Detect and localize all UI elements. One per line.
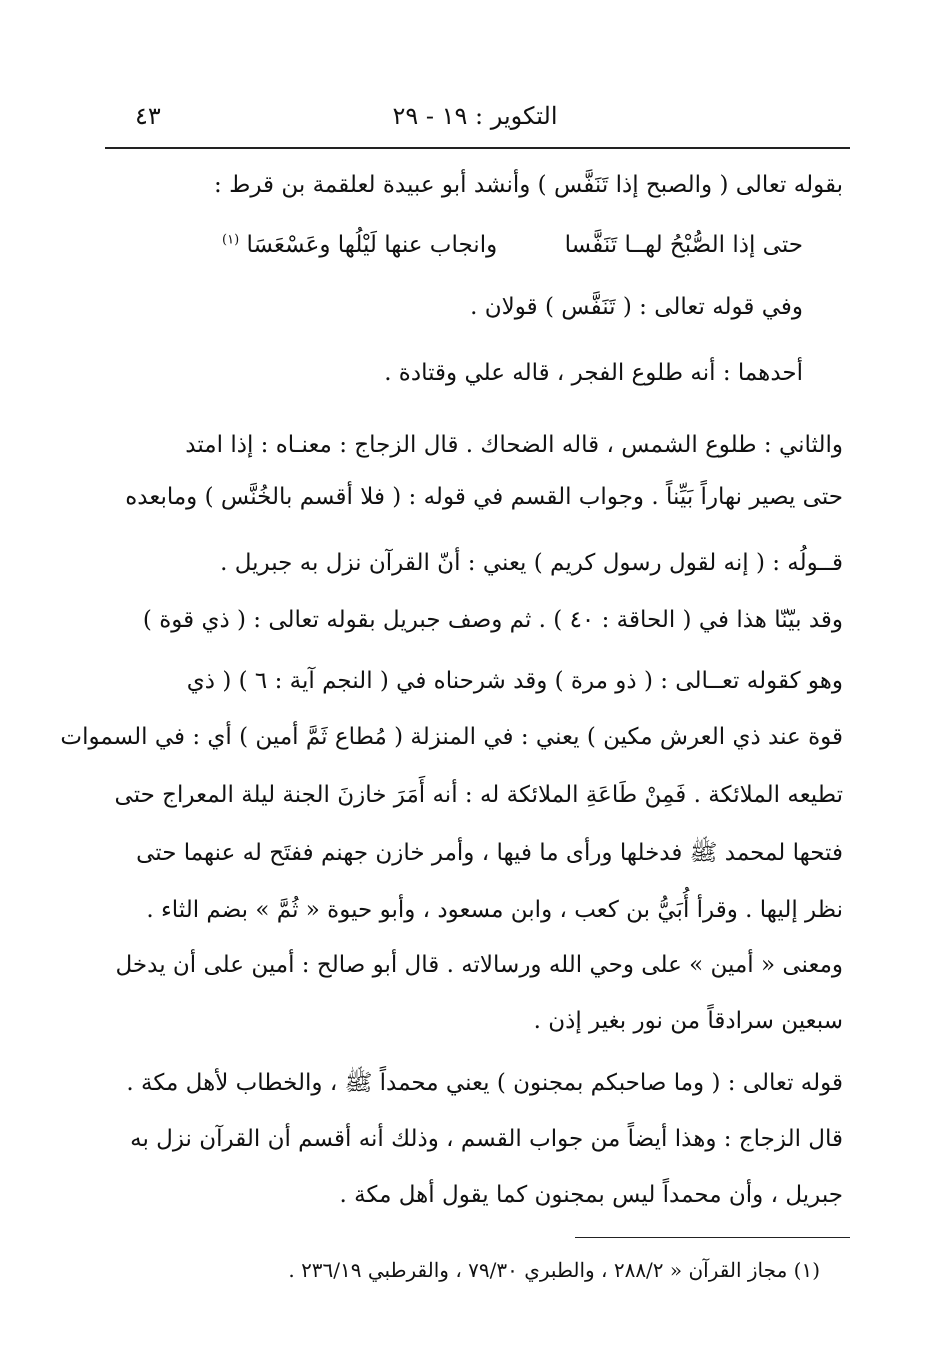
text-line: وفي قوله تعالى : ( تَنَفَّس ) قولان .	[470, 294, 803, 320]
verse-second-hemistich-text: وانجاب عنها لَيْلُها وعَسْعَسَا	[246, 232, 498, 258]
text-line: نظر إليها . وقرأ أُبَيُّ بن كعب ، وابن مسعود ، وأبو حيوة « ثُمَّ » بضم الثاء .	[146, 897, 843, 923]
text-line: وقد بيّنّا هذا في ( الحاقة : ٤٠ ) . ثم وصف جبريل بقوله تعالى : ( ذي قوة )	[142, 607, 843, 633]
text-line: فتحها لمحمد ﷺ فدخلها ورأى ما فيها ، وأمر خازن جهنم ففتَح له عنهما حتى	[136, 840, 843, 866]
header-divider	[105, 147, 850, 149]
page-header	[105, 100, 845, 140]
verse-first-hemistich: حتى إذا الصُّبْحُ لهــا تَنَفَّسا	[564, 232, 803, 258]
text-line: والثاني : طلوع الشمس ، قاله الضحاك . قال الزجاج : معنـاه : إذا امتد	[185, 432, 843, 458]
text-line: بقوله تعالى ( والصبح إذا تَنَفَّس ) وأنشد أبو عبيدة لعلقمة بن قرط :	[214, 172, 843, 198]
text-line: ومعنى « أمين » على وحي الله ورسالاته . قال أبو صالح : أمين على أن يدخل	[115, 952, 843, 978]
text-line: حتى يصير نهاراً بَيِّناً . وجواب القسم في قوله : ( فلا أقسم بالخُنَّس ) ومابعده	[125, 484, 843, 510]
text-line: قــولُه : ( إنه لقول رسول كريم ) يعني : أنّ القرآن نزل به جبريل .	[220, 550, 843, 576]
footnote-marker: (١)	[222, 232, 240, 248]
text-line: سبعين سرادقاً من نور بغير إذن .	[533, 1008, 843, 1034]
text-line: جبريل ، وأن محمداً ليس بمجنون كما يقول أهل مكة .	[339, 1182, 843, 1208]
text-line: قوة عند ذي العرش مكين ) يعني : في المنزلة ( مُطاع ثَمَّ أمين ) أي : في السموات	[60, 724, 843, 750]
text-line: تطيعه الملائكة . فَمِنْ طَاعَةِ الملائكة له : أنه أَمَرَ خازنَ الجنة ليلة المعراج حتى	[114, 782, 843, 808]
running-title: التكوير : ١٩ - ٢٩	[392, 102, 558, 130]
text-line: قال الزجاج : وهذا أيضاً من جواب القسم ، وذلك أنه أقسم أن القرآن نزل به	[130, 1126, 843, 1152]
text-line: قوله تعالى : ( وما صاحبكم بمجنون ) يعني محمداً ﷺ ، والخطاب لأهل مكة .	[126, 1070, 843, 1096]
text-line: وهو كقوله تعــالى : ( ذو مرة ) وقد شرحناه في ( النجم آية : ٦ ) ( ذي	[186, 668, 843, 694]
text-line: أحدهما : أنه طلوع الفجر ، قاله علي وقتادة .	[384, 360, 803, 386]
footnote-divider	[575, 1237, 850, 1238]
verse-second-hemistich	[222, 232, 497, 258]
footnote: (١) مجاز القرآن « ٢٨٨/٢ ، والطبري ٧٩/٣٠ ، والقرطبي ٢٣٦/١٩ .	[288, 1258, 820, 1282]
page-number: ٤٣	[135, 102, 161, 130]
